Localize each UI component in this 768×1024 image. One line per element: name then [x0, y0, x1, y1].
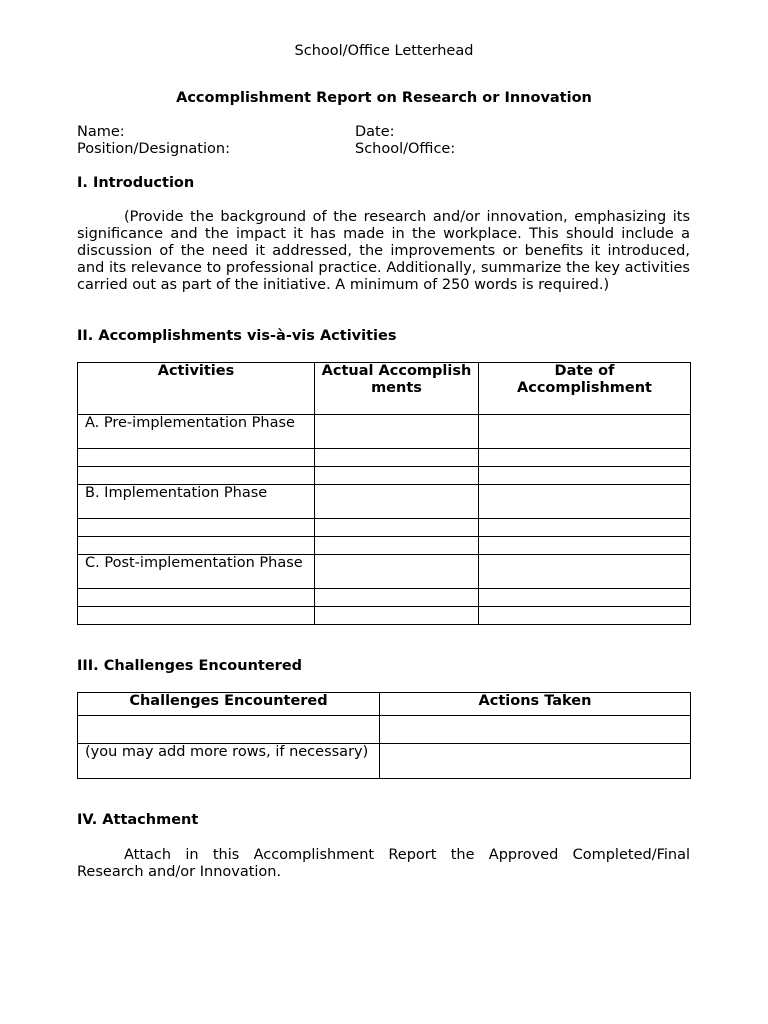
attachment-heading: IV. Attachment — [77, 812, 199, 828]
header-date-of-accomplishment: Date of Accomplishment — [479, 363, 691, 415]
activity-cell — [78, 537, 315, 555]
header-actions-taken: Actions Taken — [380, 693, 691, 716]
accomplishments-header-row — [78, 363, 691, 415]
challenges-table — [77, 692, 691, 779]
introduction-body: (Provide the background of the research and/or innovation, emphasizing its significance and the impact it has made in the workplace. This should include a discussion of the need it addressed, the improvements or benefits it introduced, and its relevance to professional practice. Additionally, summarize the key activities carried out as part of the initiative. A minimum of 250 words is required.) — [77, 209, 690, 293]
date-cell — [479, 467, 691, 485]
activity-cell — [78, 467, 315, 485]
challenges-heading: III. Challenges Encountered — [77, 658, 303, 674]
table-row — [78, 744, 691, 779]
accomplishment-cell — [315, 485, 479, 519]
accomplishment-cell — [315, 555, 479, 589]
accomplishment-cell — [315, 449, 479, 467]
table-row — [78, 607, 691, 625]
letterhead: School/Office Letterhead — [294, 43, 474, 59]
date-cell — [479, 415, 691, 449]
accomplishment-cell — [315, 519, 479, 537]
office-field-label: School/Office: — [355, 141, 456, 157]
activity-cell — [78, 607, 315, 625]
accomplishment-cell — [315, 589, 479, 607]
date-cell — [479, 555, 691, 589]
accomplishment-cell — [315, 537, 479, 555]
header-actual-accomplishments: Actual Accomplishments — [315, 363, 479, 415]
table-row — [78, 467, 691, 485]
document-title: Accomplishment Report on Research or Innovation — [176, 90, 592, 106]
activity-cell — [78, 449, 315, 467]
name-field-label: Name: — [77, 124, 125, 140]
date-cell — [479, 589, 691, 607]
activity-cell — [78, 519, 315, 537]
date-cell — [479, 485, 691, 519]
accomplishment-cell — [315, 607, 479, 625]
header-challenges-encountered: Challenges Encountered — [78, 693, 380, 716]
accomplishments-heading: II. Accomplishments vis-à-vis Activities — [77, 328, 397, 344]
table-row — [78, 537, 691, 555]
accomplishment-cell — [315, 467, 479, 485]
activity-cell: B. Implementation Phase — [78, 485, 315, 519]
challenge-cell — [78, 716, 380, 744]
date-cell — [479, 607, 691, 625]
table-row — [78, 415, 691, 449]
date-cell — [479, 537, 691, 555]
table-row — [78, 485, 691, 519]
action-cell — [380, 744, 691, 779]
date-cell — [479, 449, 691, 467]
action-cell — [380, 716, 691, 744]
activity-cell: C. Post-implementation Phase — [78, 555, 315, 589]
activity-cell: A. Pre-implementation Phase — [78, 415, 315, 449]
position-field-label: Position/Designation: — [77, 141, 230, 157]
accomplishment-cell — [315, 415, 479, 449]
challenges-header-row — [78, 693, 691, 716]
attachment-body: Attach in this Accomplishment Report the Approved Completed/Final Research and/or Innovation. — [77, 847, 690, 880]
header-activities: Activities — [78, 363, 315, 415]
table-row — [78, 519, 691, 537]
table-row — [78, 555, 691, 589]
table-row — [78, 589, 691, 607]
table-row — [78, 716, 691, 744]
activity-cell — [78, 589, 315, 607]
table-row — [78, 449, 691, 467]
challenge-cell: (you may add more rows, if necessary) — [78, 744, 380, 779]
introduction-heading: I. Introduction — [77, 175, 195, 191]
accomplishments-table — [77, 362, 691, 625]
date-field-label: Date: — [355, 124, 395, 140]
date-cell — [479, 519, 691, 537]
